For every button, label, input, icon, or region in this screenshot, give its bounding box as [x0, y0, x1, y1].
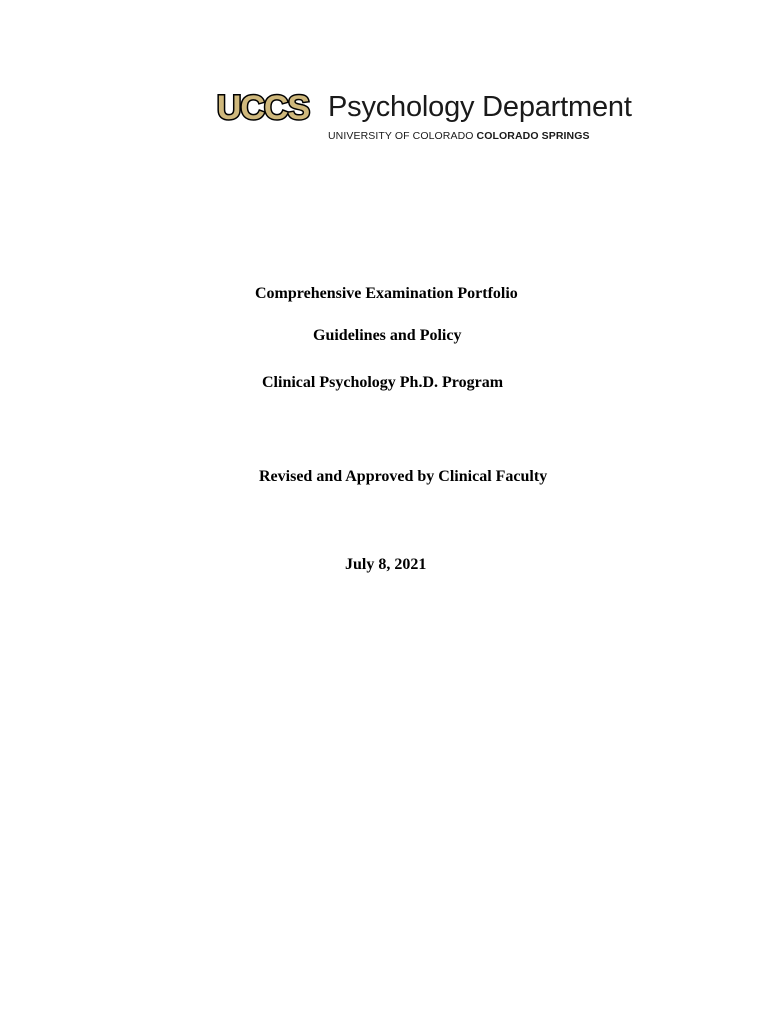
document-subtitle: Guidelines and Policy [313, 327, 462, 344]
university-name-bold: COLORADO SPRINGS [476, 130, 590, 142]
approval-statement: Revised and Approved by Clinical Faculty [259, 468, 548, 485]
university-name-regular: UNIVERSITY OF COLORADO [328, 130, 477, 142]
university-name [328, 130, 590, 142]
uccs-wordmark-icon [210, 92, 316, 124]
uccs-logo [210, 92, 640, 144]
program-name: Clinical Psychology Ph.D. Program [262, 374, 504, 391]
document-date: July 8, 2021 [345, 556, 427, 573]
department-name: Psychology Department [328, 91, 632, 123]
document-title: Comprehensive Examination Portfolio [255, 285, 518, 302]
uccs-wordmark-text: UCCS [216, 92, 310, 124]
